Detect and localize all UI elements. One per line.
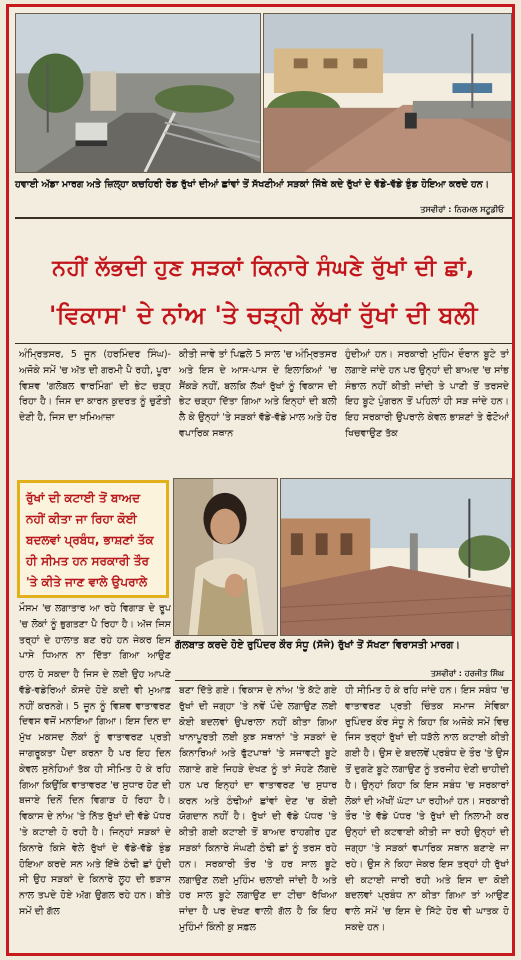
col1-middle <box>19 601 171 663</box>
col1-intro <box>19 347 171 475</box>
callout-text: ਰੁੱਖਾਂ ਦੀ ਕਟਾਈ ਤੋਂ ਬਾਅਦ ਨਹੀਂ ਕੀਤਾ ਜਾ ਰਿਹਾ ਕੋਈ ਬਦਲਵਾਂ ਪ੍ਰਬੰਧ, ਭਾਸ਼ਣਾਂ ਤੱਕ ਹੀ ਸੀਮਤ ਹਨ ਸਰਕਾਰੀ ਤੌਰ 'ਤੇ ਕੀਤੇ ਜਾਣ ਵਾਲੇ ਉਪਰਾਲੇ <box>26 491 154 589</box>
col2-body <box>179 683 337 951</box>
top-photo-credit: ਤਸਵੀਰਾਂ : ਨਿਰਮਲ ਸਟੂਡੀਓ <box>420 205 504 214</box>
col3-intro-text: ਹੁੰਦੀਆਂ ਹਨ। ਸਰਕਾਰੀ ਮੁਹਿੰਮ ਦੌਰਾਨ ਬੂਟੇ ਤਾਂ ਲਗਾਏ ਜਾਂਦੇ ਹਨ ਪਰ ਉਨ੍ਹਾਂ ਦੀ ਬਾਅਦ 'ਚ ਸਾਂਭ ਸੰਭਾਲ ਨਹੀਂ ਕੀਤੀ ਜਾਂਦੀ ਤੇ ਪਾਣੀ ਤੋਂ ਤਰਸਦੇ ਇਹ ਬੂਟੇ ਪੁੰਗਰਨ ਤੋਂ ਪਹਿਲਾਂ ਹੀ ਸੜ ਜਾਂਦੇ ਹਨ। ਇਹ ਸਰਕਾਰੀ ਉਪਰਾਲੇ ਕੇਵਲ ਭਾਸ਼ਣਾਂ ਤੇ ਫੋਟੋਆਂ ਖਿਚਵਾਉਣ ਤੱਕ <box>345 349 509 439</box>
col2-intro <box>179 347 337 475</box>
photo-airport-road <box>15 13 261 173</box>
col3-body-text: ਹੀ ਸੀਮਿਤ ਹੋ ਕੇ ਰਹਿ ਜਾਂਦੇ ਹਨ। ਇਸ ਸਬੰਧ 'ਚ ਵਾਤਾਵਰਣ ਪ੍ਰਤੀ ਚਿੰਤਕ ਸਮਾਜ ਸੇਵਿਕਾ ਰੁਪਿੰਦਰ ਕੌਰ ਸੰਧੂ ਨੇ ਕਿਹਾ ਕਿ ਅਜੋਕੇ ਸਮੇਂ ਵਿਚ ਜਿਸ ਤਰ੍ਹਾਂ ਰੁੱਖਾਂ ਦੀ ਧੜੱਲੇ ਨਾਲ ਕਟਾਈ ਕੀਤੀ ਗਈ ਹੈ। ਉਸ ਦੇ ਬਦਲਵੇਂ ਪ੍ਰਬੰਧ ਦੇ ਤੌਰ 'ਤੇ ਉਸ ਤੋਂ ਦੁਗਣੇ ਬੂਟੇ ਲਗਾਉਣ ਨੂੰ ਤਰਜੀਹ ਦੇਣੀ ਚਾਹੀਦੀ ਹੈ। ਉਨ੍ਹਾਂ ਕਿਹਾ ਕਿ ਇਸ ਸਬੰਧ 'ਚ ਸਰਕਾਰਾਂ ਲੋਕਾਂ ਦੀ ਅੱਖੀਂ ਘੱਟਾ ਪਾ ਰਹੀਆਂ ਹਨ। ਸਰਕਾਰੀ ਤੌਰ 'ਤੇ ਵੱਡੇ ਪੱਧਰ 'ਤੇ ਰੁੱਖਾਂ ਦੀ ਨਿਲਾਮੀ ਕਰ ਉਨ੍ਹਾਂ ਦੀ ਕਟਵਾਈ ਕੀਤੀ ਜਾ ਰਹੀ ਉਨ੍ਹਾਂ ਦੀ ਜਗ੍ਹਾ 'ਤੇ ਸੜਕਾਂ ਵਪਾਰਿਕ ਸਥਾਨ ਬਣਾਏ ਜਾ ਰਹੇ। ਉਸ ਨੇ ਕਿਹਾ ਜੇਕਰ ਇਸ ਤਰ੍ਹਾਂ ਹੀ ਰੁੱਖਾਂ ਦੀ ਕਟਾਈ ਜਾਰੀ ਰਹੀ ਅਤੇ ਇਸ ਦਾ ਕੋਈ ਬਦਲਵਾਂ ਪ੍ਰਬੰਧ ਨਾ ਕੀਤਾ ਗਿਆ ਤਾਂ ਆਉਣ ਵਾਲੇ ਸਮੇਂ 'ਚ ਇਸ ਦੇ ਸਿੱਟੇ ਹੋਰ ਵੀ ਘਾਤਕ ਹੋ ਸਕਦੇ ਹਨ। <box>345 685 509 933</box>
photo-court-road <box>263 13 512 173</box>
col3-intro <box>345 347 509 475</box>
top-photo-caption: ਹਵਾਈ ਅੱਡਾ ਮਾਰਗ ਅਤੇ ਜ਼ਿਲ੍ਹਾ ਕਚਹਿਰੀ ਰੋਡ ਰੁੱਖਾਂ ਦੀਆਂ ਛਾਂਵਾਂ ਤੋਂ ਸੱਖਣੀਆਂ ਸੜਕਾਂ ਜਿੱਥੇ ਕਦੇ ਰੁੱਖਾਂ ਦੇ ਵੱਡੇ-ਵੱਡੇ ਝੁੰਡ ਹੋਇਆ ਕਰਦੇ ਹਨ। <box>15 179 490 190</box>
col2-intro-text: ਕੀਤੀ ਜਾਵੇ ਤਾਂ ਪਿਛਲੇ 5 ਸਾਲ 'ਚ ਅੰਮ੍ਰਿਤਸਰ ਅਤੇ ਇਸ ਦੇ ਆਸ-ਪਾਸ ਦੇ ਇਲਾਕਿਆਂ 'ਚ ਸੈਂਕੜੇ ਨਹੀਂ, ਬਲਕਿ ਲੱਖਾਂ ਰੁੱਖਾਂ ਨੂੰ ਵਿਕਾਸ ਦੀ ਭੇਟ ਚੜ੍ਹਾ ਦਿੱਤਾ ਗਿਆ ਅਤੇ ਇਨ੍ਹਾਂ ਦੀ ਬਲੀ ਲੈ ਕੇ ਉਨ੍ਹਾਂ 'ਤੇ ਸੜਕਾਂ ਵੱਡੇ-ਵੱਡੇ ਮਾਲ ਅਤੇ ਹੋਰ ਵਪਾਰਿਕ ਸਥਾਨ <box>179 349 337 439</box>
highlight-callout <box>17 480 169 598</box>
rule-headline <box>15 343 512 344</box>
photo-rupinder-kaur-sandhu <box>173 478 278 636</box>
newspaper-clipping <box>6 4 515 956</box>
headline-line-2: 'ਵਿਕਾਸ' ਦੇ ਨਾਂਅ 'ਤੇ ਚੜ੍ਹੀ ਲੱਖਾਂ ਰੁੱਖਾਂ ਦੀ ਬਲੀ <box>49 301 478 329</box>
col3-body <box>345 683 509 951</box>
col1-intro-text: ਅੰਮ੍ਰਿਤਸਰ, 5 ਜੂਨ (ਹਰਮਿੰਦਰ ਸਿੰਘ)-ਅਜੋਕੇ ਸਮੇਂ 'ਚ ਅੱਤ ਦੀ ਗਰਮੀ ਪੈ ਰਹੀ, ਪੂਰਾ ਵਿਸ਼ਵ 'ਗਲੋਬਲ ਵਾਰਮਿੰਗ' ਦੀ ਭੇਟ ਚੜ੍ਹ ਰਿਹਾ ਹੈ। ਜਿਸ ਦਾ ਕਾਰਨ ਕੁਦਰਤ ਨੂੰ ਚੁਣੌਤੀ ਦੇਣੀ ਹੈ, ਜਿਸ ਦਾ ਖ਼ਮਿਆਜ਼ਾ <box>19 349 171 424</box>
col1-body <box>19 667 171 951</box>
photo-credit-middle: ਤਸਵੀਰਾਂ : ਹਰਜੀਤ ਸਿੰਘ <box>430 669 504 678</box>
headline-line-1: ਨਹੀਂ ਲੱਭਦੀ ਹੁਣ ਸੜਕਾਂ ਕਿਨਾਰੇ ਸੰਘਣੇ ਰੁੱਖਾਂ ਦੀ ਛਾਂ, <box>52 256 475 281</box>
col1-middle-text: ਮੌਸਮ 'ਚ ਲਗਾਤਾਰ ਆ ਰਹੇ ਵਿਗਾੜ ਦੇ ਰੂਪ 'ਚ ਲੋਕਾਂ ਨੂੰ ਭੁਗਤਣਾ ਪੈ ਰਿਹਾ ਹੈ। ਅੱਜ ਜਿਸ ਤਰ੍ਹਾਂ ਦੇ ਹਾਲਾਤ ਬਣ ਰਹੇ ਹਨ ਜੇਕਰ ਇਸ ਪਾਸੇ ਧਿਆਨ ਨਾ ਦਿੱਤਾ ਗਿਆ ਆਉਣ <box>19 603 171 662</box>
col1-body-text: ਹਾਲ ਹੋ ਸਕਦਾ ਹੈ ਜਿਸ ਦੇ ਲਈ ਉਹ ਆਪਣੇ ਵੱਡੇ-ਵਡੇਰਿਆਂ ਕੋਸਦੇ ਹੋਏ ਕਦੀ ਵੀ ਮੁਆਫ਼ ਨਹੀਂ ਕਰਨਗੇ। 5 ਜੂਨ ਨੂੰ ਵਿਸ਼ਵ ਵਾਤਾਵਰਣ ਦਿਵਸ ਵਜੋਂ ਮਨਾਇਆ ਗਿਆ। ਇਸ ਦਿਨ ਦਾ ਮੁੱਖ ਮਕਸਦ ਲੋਕਾਂ ਨੂੰ ਵਾਤਾਵਰਣ ਪ੍ਰਤੀ ਜਾਗਰੂਕਤਾ ਪੈਦਾ ਕਰਨਾ ਹੈ ਪਰ ਇਹ ਦਿਨ ਕੇਵਲ ਸੁਨੇਹਿਆਂ ਤੱਕ ਹੀ ਸੀਮਿਤ ਹੋ ਕੇ ਰਹਿ ਗਿਆ ਕਿਉਂਕਿ ਵਾਤਾਵਰਣ 'ਚ ਸੁਧਾਰ ਹੋਣ ਦੀ ਬਜਾਏ ਦਿਨੋਂ ਦਿਨ ਵਿਗਾੜ ਹੋ ਰਿਹਾ ਹੈ। ਵਿਕਾਸ ਦੇ ਨਾਂਅ 'ਤੇ ਨਿੱਤ ਰੁੱਖਾਂ ਦੀ ਵੱਡੇ ਪੱਧਰ 'ਤੇ ਕਟਾਈ ਹੋ ਰਹੀ ਹੈ। ਜਿਨ੍ਹਾਂ ਸੜਕਾਂ ਦੇ ਕਿਨਾਰੇ ਕਿਸੇ ਵੇਲੇ ਰੁੱਖਾਂ ਦੇ ਵੱਡੇ-ਵੱਡੇ ਝੁੰਡ ਹੋਇਆ ਕਰਦੇ ਸਨ ਅਤੇ ਇੱਥੇ ਠੰਢੀ ਛਾਂ ਹੁੰਦੀ ਸੀ ਉਹ ਸੜਕਾਂ ਦੇ ਕਿਨਾਰੇ ਲੂਹ ਦੀ ਭੜਾਸ ਨਾਲ ਤਪਦੇ ਹੋਏ ਅੱਗ ਉਗਲ ਰਹੇ ਹਨ। ਬੀਤੇ ਸਮੇਂ ਦੀ ਗੱਲ <box>19 669 171 917</box>
photo-heritage-street <box>280 478 512 636</box>
photo-caption-middle: ਗੱਲਬਾਤ ਕਰਦੇ ਹੋਏ ਰੁਪਿੰਦਰ ਕੌਰ ਸੰਧੂ (ਸੱਜੇ) ਰੁੱਖਾਂ ਤੋਂ ਸੱਖਣਾ ਵਿਰਾਸਤੀ ਮਾਰਗ। <box>175 640 461 651</box>
rule-top <box>15 217 512 219</box>
col2-body-text: ਬਣਾ ਦਿੱਤੇ ਗਏ। ਵਿਕਾਸ ਦੇ ਨਾਂਅ 'ਤੇ ਕੱਟੇ ਗਏ ਰੁੱਖਾਂ ਦੀ ਜਗ੍ਹਾ 'ਤੇ ਨਵੇਂ ਪੌਦੇ ਲਗਾਉਣ ਲਈ ਕੋਈ ਬਦਲਵਾਂ ਉਪਰਾਲਾ ਨਹੀਂ ਕੀਤਾ ਗਿਆ ਖਾਨਾਪੂਰਤੀ ਲਈ ਕੁਝ ਸਥਾਨਾਂ 'ਤੇ ਸੜਕਾਂ ਦੇ ਕਿਨਾਰਿਆਂ ਅਤੇ ਫੁੱਟਪਾਥਾਂ 'ਤੇ ਸਜਾਵਟੀ ਬੂਟੇ ਲਗਾਏ ਗਏ ਜਿਹੜੇ ਦੇਖਣ ਨੂੰ ਤਾਂ ਸੋਹਣੇ ਲੱਗਦੇ ਹਨ ਪਰ ਇਨ੍ਹਾਂ ਦਾ ਵਾਤਾਵਰਣ 'ਚ ਸੁਧਾਰ ਕਰਨ ਅਤੇ ਠੰਢੀਆਂ ਛਾਂਵਾਂ ਦੇਣ 'ਚ ਕੋਈ ਯੋਗਦਾਨ ਨਹੀਂ ਹੈ। ਰੁੱਖਾਂ ਦੀ ਵੱਡੇ ਪੱਧਰ 'ਤੇ ਕੀਤੀ ਗਈ ਕਟਾਈ ਤੋਂ ਬਾਅਦ ਰਾਹਗੀਰ ਹੁਣ ਸੜਕਾਂ ਕਿਨਾਰੇ ਸੰਘਣੀ ਠੰਢੀ ਛਾਂ ਨੂੰ ਤਰਸ ਰਹੇ ਹਨ। ਸਰਕਾਰੀ ਤੌਰ 'ਤੇ ਹਰ ਸਾਲ ਬੂਟੇ ਲਗਾਉਣ ਲਈ ਮੁਹਿੰਮ ਚਲਾਈ ਜਾਂਦੀ ਹੈ ਅਤੇ ਹਰ ਸਾਲ ਬੂਟੇ ਲਗਾਉਣ ਦਾ ਟੀਚਾ ਰੱਖਿਆ ਜਾਂਦਾ ਹੈ ਪਰ ਦੇਖਣ ਵਾਲੀ ਗੱਲ ਹੈ ਕਿ ਇਹ ਮੁਹਿੰਮਾਂ ਕਿੰਨੀ ਕੁ ਸਫ਼ਲ <box>179 685 337 933</box>
rule-middle <box>175 680 512 681</box>
